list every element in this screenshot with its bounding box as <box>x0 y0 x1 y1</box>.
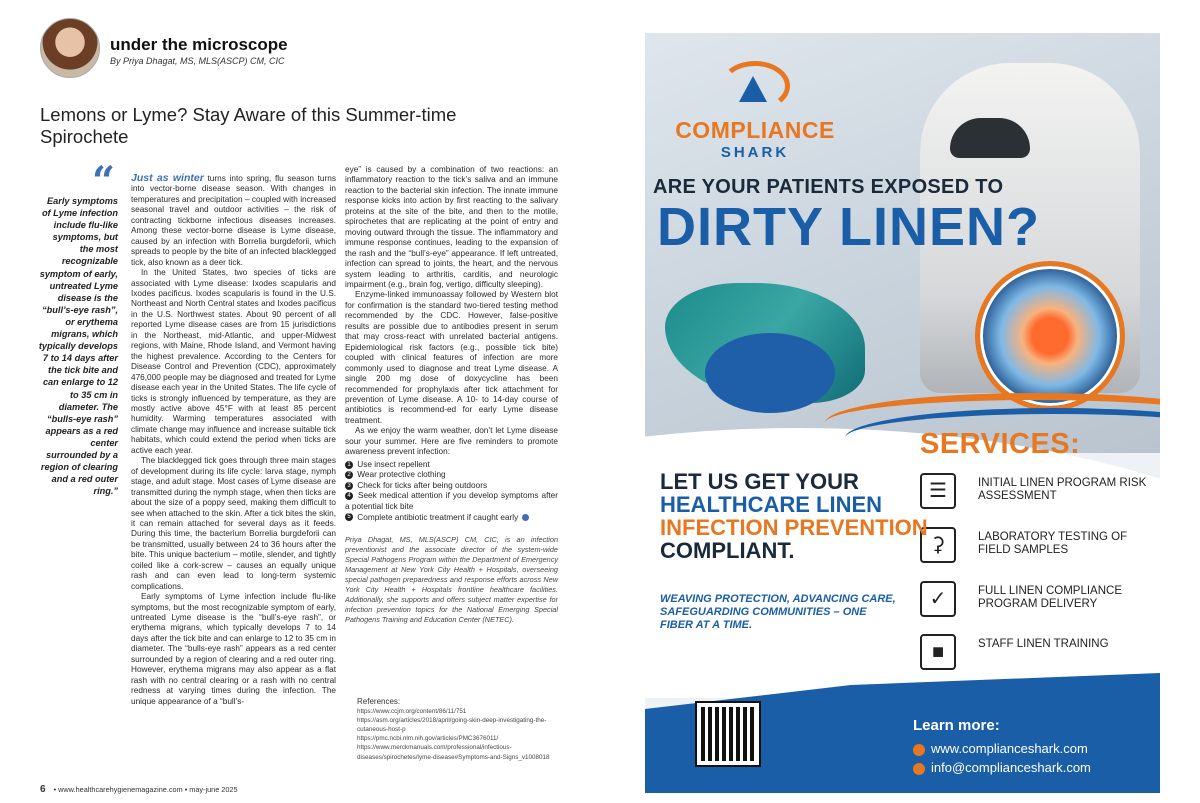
ad-tagline: WEAVING PROTECTION, ADVANCING CARE, SAFEGUARDING COMMUNITIES – ONE FIBER AT A TIME. <box>660 593 896 631</box>
learn-more-label: Learn more: <box>913 717 1000 734</box>
reference-link[interactable]: https://www.ccjm.org/content/86/11/751 <box>357 708 467 716</box>
references-title: References: <box>357 697 401 706</box>
paragraph-2: In the United States, two species of ticks are associated with Lyme disease: Ixodes scapularis and Ixodes pacificus. Ixodes scapularis is found in the U.S. Northeast and North Central states and Ixodes pacificus in the U.S. Northwest states. About 90 percent of all reported Lyme disease cases are from 15 jurisdictions in the Northeast, mid-Atlantic, and upper-Midwest regions, with Maine, Rhode Island, and Vermont having the highest prevalence. According to the Centers for Disease Control and Prevention (CDC), approximately 476,000 people may be diagnosed and treated for Lyme disease each year in the United States. The life cycle of ticks is strongly influenced by temperature, as they are mostly active above 45°F with at least 85 percent humidity. Warming temperatures associated with climate change may influence and increase suitable tick habitats, which could extend the period when ticks are active each year. <box>131 268 336 455</box>
author-avatar <box>40 18 100 78</box>
presentation-icon: ■ <box>920 634 956 670</box>
service-label: LABORATORY TESTING OF FIELD SAMPLES <box>978 531 1128 556</box>
reference-link[interactable]: https://pmc.ncbi.nlm.nih.gov/articles/PMC3676011/ <box>357 735 499 743</box>
byline: By Priya Dhagat, MS, MLS(ASCP) CM, CIC <box>110 56 285 66</box>
microscope-icon: ⚳ <box>920 527 956 563</box>
website-text: www.complianceshark.com <box>931 741 1088 756</box>
logo-name: COMPLIANCE <box>675 117 835 143</box>
service-item <box>920 581 1150 621</box>
folio-text: • www.healthcarehygienemagazine.com • may-june 2025 <box>53 785 238 794</box>
service-item <box>920 634 1150 674</box>
list-item <box>345 470 558 481</box>
paragraph-6: Enzyme-linked immunoassay followed by Western blot for confirmation is the standard two-tiered testing method recommended by the CDC. However, false-positive results are possible due to antibodies present in serum that may cross-react with unrelated bacterial antigens. Epidemiological risk factors (e.g., possible tick bite) coupled with clinical features of infection are more commonly used to diagnose and treat Lyme disease. A single 200 mg dose of doxycycline has been recommended for prophylaxis after tick attachment for prevention of Lyme disease. A 10- to 14-day course of antibiotics is recommend-ed for early Lyme disease treatment. <box>345 290 558 425</box>
pitch-line-1: LET US GET YOUR <box>660 469 859 494</box>
box-check-icon: ✓ <box>920 581 956 617</box>
ad-headline: DIRTY LINEN? <box>657 197 1041 257</box>
reference-link[interactable]: https://www.merckmanuals.com/professional/infectious-diseases/spirochetes/lyme-disease#Symptoms-and-Signs_v1008018 <box>357 744 550 761</box>
service-label: FULL LINEN COMPLIANCE PROGRAM DELIVERY <box>978 585 1122 610</box>
reminder-text: Use insect repellent <box>357 459 430 469</box>
number-1-icon: 1 <box>345 461 353 469</box>
paragraph-1 <box>131 173 336 268</box>
paragraph-7: As we enjoy the warm weather, don’t let Lyme disease sour your summer. Here are five reminders to promote awareness prevent infection: <box>345 426 558 457</box>
paragraph-4: Early symptoms of Lyme infection include flu-like symptoms, but the most recognizable symptom of early, untreated Lyme disease is the “bull’s-eye rash”, or erythema migrans, which typically develops 7 to 14 days after the tick bite and can enlarge to 12 to 35 cm in diameter. The “bulls-eye rash” appears as a red center surrounded by a region of clearing and a red outer ring. However, erythema migrans may also appear as a flat rash with no central clearing or a rash with no central redness at varying times during the infection. The unique appearance of a “bull’s- <box>131 592 336 706</box>
author-bio: Priya Dhagat, MS, MLS(ASCP) CM, CIC, is an infection preventionist and the associate director of the system-wide Special Pathogens Program within the Department of Emergency Management at New York City Health + Hospitals, overseeing special pathogen preparedness and response efforts across New York City Health + Hospitals frontline healthcare facilities. Additionally, she supports and offers subject matter expertise for infection prevention topics for the National Emerging Special Pathogens Training and Education Center (NETEC). <box>345 535 558 625</box>
ad-question: ARE YOUR PATIENTS EXPOSED TO <box>653 176 1004 198</box>
service-label: INITIAL LINEN PROGRAM RISK ASSESSMENT <box>978 477 1147 502</box>
services-title: SERVICES: <box>920 428 1081 460</box>
reminder-text: Wear protective clothing <box>357 470 446 480</box>
service-item <box>920 473 1150 513</box>
quote-mark-icon: “ <box>92 158 116 205</box>
globe-icon <box>913 744 925 756</box>
logo-sub: SHARK <box>720 144 790 161</box>
reference-link[interactable]: https://asm.org/articles/2018/april/going-skin-deep-investigating-the-cutaneous-host-p <box>357 717 547 734</box>
end-mark-icon <box>522 514 529 521</box>
number-2-icon: 2 <box>345 471 353 479</box>
paragraph-3: The blacklegged tick goes through three main stages of development during its life cycle: larva stage, nymph stage, and adult stage. Most cases of Lyme disease are transmitted during the nymph stage, when then ticks are about the size of a poppy seed, making them difficult to see when attached to the skin. After a tick bites the skin, it can remain attached for several days as it feeds. During this time, the bacterium Borrelia burgdeforii can be transmitted, usually between 24 to 36 hours after the bite. This unique bacterium – motile, slender, and tightly coiled like a cork-screw – causes an equally unique rash and can even lead to long-term systemic complications. <box>131 456 336 591</box>
lead-in: Just as winter <box>131 172 204 184</box>
reminder-text: Seek medical attention if you develop symptoms after a potential tick bite <box>345 491 558 512</box>
list-item <box>345 491 558 512</box>
column-name: under the microscope <box>110 35 288 54</box>
advertisement <box>645 33 1160 793</box>
page-folio <box>40 784 238 795</box>
pitch-line-4: COMPLIANT. <box>660 538 795 563</box>
pitch-line-2: HEALTHCARE LINEN <box>660 492 883 517</box>
reminder-list <box>345 460 558 524</box>
number-3-icon: 3 <box>345 482 353 490</box>
service-item <box>920 527 1150 567</box>
paragraph-5: eye” is caused by a combination of two reactions: an inflammatory reaction to the tick’s saliva and an immune reaction to the bacterial skin infection. The innate immune response kicks into action by first reacting to the salivary proteins at the site of the bite, and then to the motile, spirochetes that are replicating at the point of entry and moving outward through the tissue. The inflammatory and immune response continues, leading to the expansion of the rash and the “bull’s-eye” appearance. If left untreated, infection can spread to joints, the heart, and the nervous system leading to arthritis, carditis, and neurologic impairment (e.g., brain fog, vertigo, difficulty sleeping). <box>345 165 558 289</box>
ad-pitch <box>660 470 928 562</box>
service-label: STAFF LINEN TRAINING <box>978 638 1109 650</box>
virus-magnifier-image <box>975 261 1125 411</box>
email-text: info@complianceshark.com <box>931 760 1091 775</box>
website-link[interactable] <box>913 741 1088 756</box>
references <box>357 697 562 762</box>
qr-code-icon[interactable] <box>697 703 759 765</box>
reminder-text: Check for ticks after being outdoors <box>357 480 488 490</box>
linen-fold-image <box>705 333 835 413</box>
article-title: Lemons or Lyme? Stay Aware of this Summer-time Spirochete <box>40 104 457 147</box>
shark-fin-icon <box>720 61 790 111</box>
visor-image <box>950 118 1030 158</box>
page-number: 6 <box>40 784 46 795</box>
article-column-2 <box>345 165 558 625</box>
reminder-text: Complete antibiotic treatment if caught early <box>357 512 519 522</box>
pull-quote: Early symptoms of Lyme infection include flu-like symptoms, but the most recognizable symptom of early, untreated Lyme disease is the “bull’s-eye rash”, or erythema migrans, which typically develops 7 to 14 days after the tick bite and can enlarge to 12 to 35 cm in diameter. The “bulls-eye rash” appears as a red center surrounded by a region of clearing and a red outer ring.” <box>38 196 118 497</box>
list-item <box>345 481 558 492</box>
checklist-icon: ☰ <box>920 473 956 509</box>
list-item <box>345 460 558 471</box>
paragraph-1-text: turns into spring, flu season turns into vector-borne disease season. With changes in temperatures and precipitation – coupled with increased seasonal travel and outdoor activities – the risk of contracting tickborne infectious diseases increases. Among these vector-borne disease is Lyme disease, caused by an infection with Borrelia burgdeforii, which spreads to people by the bite of an infected blacklegged tick, also known as a deer tick. <box>131 174 336 267</box>
envelope-icon <box>913 763 925 775</box>
email-link[interactable] <box>913 760 1091 775</box>
pitch-line-3: INFECTION PREVENTION <box>660 515 928 540</box>
number-5-icon: 5 <box>345 513 353 521</box>
article-column-1 <box>131 173 336 707</box>
number-4-icon: 4 <box>345 492 353 500</box>
compliance-shark-logo <box>645 61 865 161</box>
list-item <box>345 513 558 524</box>
